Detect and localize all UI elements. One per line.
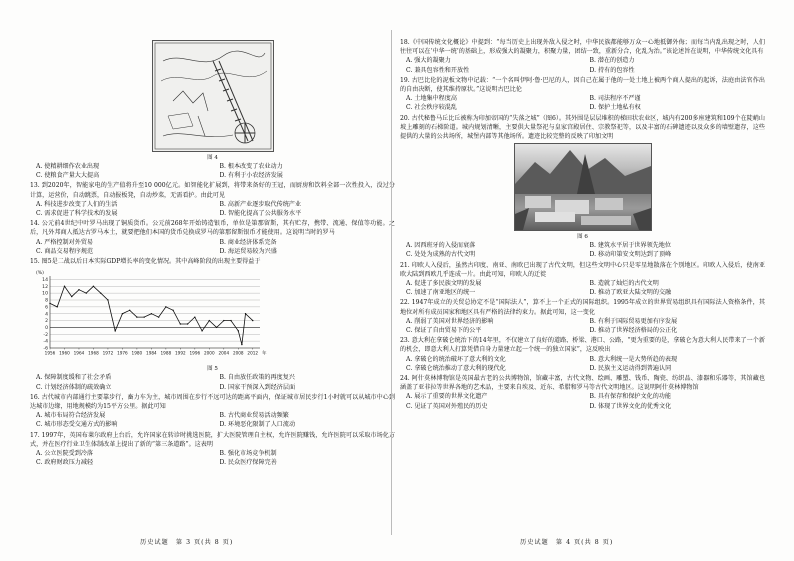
q21-option-c: C. 加速了南亚地区的统一 <box>406 289 476 297</box>
x-tick-label: 1960 <box>59 350 70 356</box>
question-22: 22. 1947年成立的关贸总协定不是“国际法人”，算不上一个正式的国际组织。1995年成立的世界贸易组织具有国际法人资格条件，其地位对所有成员国家和地区具有严格的法律约束力。据此可知，这一变化 <box>400 299 765 316</box>
gdp-data-point <box>49 303 50 304</box>
q20-options <box>406 241 765 259</box>
q17-option-b: B. 强化市场竞争机制 <box>219 450 277 458</box>
x-tick-label: 2004 <box>218 350 230 356</box>
q20-option-a: A. 因西班牙的入侵而衰落 <box>406 242 476 250</box>
q19-option-c: C. 社会秩序较混乱 <box>406 104 457 112</box>
x-tick-label: 2008 <box>232 350 244 356</box>
x-tick-label: 2000 <box>203 350 215 356</box>
gdp-data-point <box>143 317 144 318</box>
question-18: 18.《中国传统文化概论》中提到：“每当历史上出现外敌入侵之时，中华民族都能够万众一心地抵御外侮；而每当内乱出现之时，人们往往可以在‘中华一统’的基础上，形成强大的凝聚力，积聚力量，团结一致，重新分合，化乱为治。”该论述旨在说明，中华传统文化具有 <box>400 39 765 56</box>
q12-option-b: B. 根本改变了农业动力 <box>219 163 283 170</box>
q16-option-c: C. 城市形态受交通方式的影响 <box>36 421 118 429</box>
q20-option-b: B. 建筑水平居于世界领先地位 <box>589 242 671 250</box>
gdp-data-point <box>151 313 152 314</box>
gdp-data-point <box>122 313 123 314</box>
q23-option-a: A. 拿破仑的统治破坏了意大利的文化 <box>406 355 506 363</box>
y-tick-label: -6 <box>43 346 48 352</box>
q24-option-a: A. 展示了重要的世界文化遗产 <box>406 393 488 401</box>
gdp-data-point <box>71 296 72 297</box>
left-page-footer: 历史试题 第 3 页(共 8 页) <box>140 539 234 546</box>
x-tick-label: 1956 <box>44 350 56 356</box>
x-tick-label: 1976 <box>117 350 128 356</box>
question-23: 23. 意大利在拿破仑统治下的14年里，不仅建立了良好的道路、桥梁、港口、公路，“更为重要的是，拿破仑为意大利人民带来了一个新的机会，即意大利人打算凭借自身力量建立起一个统一的独立国家”，这反映出 <box>400 337 765 354</box>
q22-option-a: A. 削弱了美国对世界经济的影响 <box>406 317 494 325</box>
figure-6-machu-picchu-photo <box>514 143 652 231</box>
gdp-growth-series-line <box>50 287 253 345</box>
q17-options <box>36 449 395 467</box>
q23-option-b: B. 意大利统一是大势所趋的表现 <box>589 355 678 363</box>
q13-option-a: A. 科技进步改变了人们的生活 <box>36 200 118 208</box>
gdp-data-point <box>158 317 159 318</box>
q22-option-d: D. 推动了世界经济格局的公正化 <box>589 327 678 335</box>
q19-options <box>406 94 765 112</box>
y-tick-label: 12 <box>42 285 48 291</box>
y-axis-label: (%) <box>36 271 44 277</box>
q14-option-d: D. 海运贸易较为兴盛 <box>219 247 277 255</box>
x-tick-label: 1992 <box>175 350 186 356</box>
irrigation-drawing <box>153 41 273 151</box>
y-tick-label: 10 <box>42 291 48 297</box>
x-tick-label: 1980 <box>131 350 143 356</box>
q12-option-d: D. 有利于小农经济发展 <box>219 172 283 180</box>
question-21: 21. 印欧人入侵后，虽然古印度、南亚、南欧已出现了古代文明，但这些文明中心只是零星地散落在个别地区。印欧人入侵后，使南亚欧大陆到西欧几乎连成一片。由此可知，印欧人的迁徙 <box>400 261 765 278</box>
x-tick-label: 1964 <box>73 350 85 356</box>
question-24: 24. 阿什莫林博物馆是英国最古老的公共博物馆，馆藏丰富，古代文物、绘画、雕塑、钱币、陶瓷、纺织品、漆器和乐器等，其馆藏也涵盖了亚非拉等世界各地的艺术品，主要来自埃及、近东、希腊和罗马等古代文明地区。这说明阿什莫林博物馆 <box>400 375 765 392</box>
question-17: 17. 1997年，英国布莱尔政府上台后，允许国家在转诊时挑选医院，扩大医院管理自主权，允许医院赚钱，允许医院可以采取市场化方式，并在医疗行业卫生体制改革上提出了新的“第三条道路”。这表明 <box>30 431 395 448</box>
q17-option-d: D. 民众医疗保障完善 <box>219 459 277 467</box>
gdp-data-point <box>129 310 130 311</box>
q16-option-d: D. 环境恶化限制了人口流动 <box>219 421 296 429</box>
q18-option-b: B. 潜在的创造力 <box>589 57 635 65</box>
q18-option-d: D. 持有的包容性 <box>589 66 635 74</box>
q18-option-c: C. 兼具包容性和开放性 <box>406 66 470 74</box>
y-tick-label: -2 <box>43 333 48 339</box>
y-tick-label: 4 <box>45 312 48 318</box>
gdp-data-point <box>238 330 239 331</box>
y-tick-label: 2 <box>45 319 48 325</box>
figure-5-caption: 图 5 <box>207 366 218 373</box>
gdp-data-point <box>216 327 217 328</box>
q13-option-b: B. 高新产业逐步取代传统产业 <box>219 200 301 208</box>
gdp-data-point <box>136 317 137 318</box>
gdp-data-point <box>194 317 195 318</box>
gdp-data-point <box>64 286 65 287</box>
x-tick-label: 1996 <box>189 350 201 356</box>
q16-options <box>36 411 395 429</box>
q15-option-c: C. 计划经济体制的疏效确立 <box>36 383 112 391</box>
q13-options <box>36 200 395 218</box>
q12-options <box>36 162 395 180</box>
gdp-data-point <box>187 324 188 325</box>
question-14: 14. 公元前4世纪中叶罗马出现了铜质货币。公元前268年开始铸造银币，单位是第那留斯，其有贮存，携带、流通、保值等功能。之后，凡外邦商人抵达古罗马本土，就要把他们本国的货币兑换成罗马的第那留斯银币才能使用。这说明当时的罗马 <box>30 220 395 237</box>
x-tick-label: 2012 <box>247 350 259 356</box>
q20-option-d: D. 移动印第安文明达到了顶峰 <box>589 251 672 259</box>
q15-options <box>36 373 395 391</box>
q24-option-d: D. 体现了世界文化的优秀文化 <box>589 402 672 410</box>
gdp-data-point <box>180 324 181 325</box>
gdp-data-point <box>245 313 246 314</box>
gdp-data-point <box>223 320 224 321</box>
right-page-footer: 历史试题 第 4 页(共 8 页) <box>520 539 614 546</box>
figure-4-irrigation-sketch <box>152 40 274 152</box>
gdp-data-point <box>241 344 242 345</box>
q20-option-c: C. 处处为成熟的古代文明 <box>406 251 476 259</box>
question-13: 13. 到2020年，智能家电的生产值将升至10 000亿元。如智能化扩展到，将带来备好的王冠，而厨房和饮料全部一次性投入，没过分计算，运营价，自动跳票，自动报板凳，自动炒菜，无需看护。由此可见 <box>30 182 395 199</box>
q16-option-a: A. 城市布局符合经济发展 <box>36 412 106 420</box>
q14-option-c: C. 商品交易程序规范 <box>36 247 94 255</box>
q15-option-a: A. 保障制度缓和了社会矛盾 <box>36 374 112 382</box>
y-tick-label: 8 <box>45 298 48 304</box>
x-tick-label: 1972 <box>102 350 114 356</box>
question-16: 16. 古代城市内部通行主要靠步行，畜力车为主，城市周围在步行不远可达的距离平面内，保证城市居民步行1小时就可以从城市中心到达城市边缘，用地规模约为15平方公里。据此可知 <box>30 393 395 411</box>
q21-option-a: A. 促进了多民族文明的发展 <box>406 280 482 288</box>
figure-5-gdp-chart <box>32 268 395 365</box>
x-tick-label: 1988 <box>160 350 172 356</box>
q14-options <box>36 238 395 256</box>
gdp-growth-line-chart <box>32 268 268 362</box>
q15-option-d: D. 国家干预深入到经济层面 <box>219 383 296 391</box>
page-divider <box>391 30 392 535</box>
q19-option-b: B. 司法程序不严谨 <box>589 95 641 103</box>
q21-options <box>406 279 765 297</box>
gdp-data-point <box>114 330 115 331</box>
gdp-data-point <box>209 320 210 321</box>
q14-option-b: B. 商业经济体系完备 <box>219 238 277 246</box>
q15-option-b: B. 自由放任政策的再度复兴 <box>219 374 295 382</box>
gdp-data-point <box>57 306 58 307</box>
y-tick-label: 6 <box>45 305 48 311</box>
q13-option-c: C. 需求促进了科学技术的发展 <box>36 210 118 218</box>
q12-option-c: C. 使粮食产量大大提高 <box>36 172 100 180</box>
q16-option-b: B. 古代商业贸易活动频繁 <box>219 412 289 420</box>
figure-6-caption: 图 6 <box>577 234 588 241</box>
q23-options <box>406 355 765 373</box>
question-15: 15. 图5是二战以后日本实际GDP增长率的变化情况。其中高峰阶段的出现主要得益于 <box>30 258 261 266</box>
question-20: 20. 古代秘鲁马丘比丘被称为印加帝国的“失落之城”（图6）。其外围是层层堆积的梯田状农业区，城内有200多座建筑和109个在陡峭山坡上雕刻的石梯阶道。城内规划清晰，主要供大量祭祀与皇家宫殿居住、宗教祭祀等，以及丰富的石碑遗迹以及众多的墙壁遗存，这些提供的大量的公共场所，城堡内部等其他场所。遗迹比较完整的反映了印加文明 <box>400 114 765 141</box>
q23-option-c: C. 拿破仑统治推动了意大利的现代化 <box>406 364 506 372</box>
q24-option-b: B. 具有保存和保护文化的功能 <box>589 393 671 401</box>
mountain-ruins-image <box>515 144 651 230</box>
q13-option-d: D. 智能化提高了公共服务水平 <box>219 210 302 218</box>
q22-option-c: C. 保证了自由贸易下的公平 <box>406 327 482 335</box>
q18-options <box>406 56 765 74</box>
q24-options <box>406 392 765 410</box>
y-tick-label: 0 <box>45 326 48 332</box>
q21-option-b: B. 造就了灿烂的古代文明 <box>589 280 659 288</box>
gdp-data-point <box>86 293 87 294</box>
gdp-data-point <box>201 330 202 331</box>
right-page-column <box>400 38 765 412</box>
q12-option-a: A. 使精耕细作农业出现 <box>36 163 100 170</box>
y-tick-label: -4 <box>43 339 48 345</box>
q18-option-a: A. 强大的凝聚力 <box>406 57 451 65</box>
gdp-data-point <box>172 310 173 311</box>
q24-option-c: C. 见证了英国对外殖民的历史 <box>406 402 488 410</box>
q17-option-a: A. 公立医院受到冷落 <box>36 450 94 458</box>
gdp-data-point <box>165 306 166 307</box>
q22-option-b: B. 有利于国际贸易更加有序发展 <box>589 317 678 325</box>
x-tick-label: 1968 <box>88 350 99 356</box>
figure-4-caption: 图 4 <box>207 155 218 161</box>
gdp-data-point <box>252 320 253 321</box>
q17-option-c: C. 政府财政压力减轻 <box>36 459 94 467</box>
q21-option-d: D. 推动了欧亚大陆文明的交融 <box>589 289 672 297</box>
gdp-data-point <box>230 320 231 321</box>
gdp-data-point <box>100 293 101 294</box>
q19-option-a: A. 土地集中程度高 <box>406 95 457 103</box>
gdp-data-point <box>93 286 94 287</box>
q14-option-a: A. 严格控制对外贸易 <box>36 238 94 246</box>
y-tick-label: 14 <box>42 278 48 284</box>
question-19: 19. 古巴比伦的泥板文物中记载：“一个名叫伊阿·鲁·巴尼的人，因自己在属于他的一处土地上被两个商人提出的起诉，法庭由法官作出的自由决断，使其维持原状。”这说明古巴比伦 <box>400 76 765 94</box>
gdp-data-point <box>78 289 79 290</box>
left-page-column <box>30 38 395 468</box>
q23-option-d: D. 民族主义运动得到普遍认同 <box>589 364 672 372</box>
x-tick-label: 1984 <box>146 350 157 356</box>
x-axis-label: 年 <box>262 351 267 357</box>
q19-option-d: D. 保护土地私有权 <box>589 104 641 112</box>
q22-options <box>406 317 765 335</box>
gdp-data-point <box>107 300 108 301</box>
